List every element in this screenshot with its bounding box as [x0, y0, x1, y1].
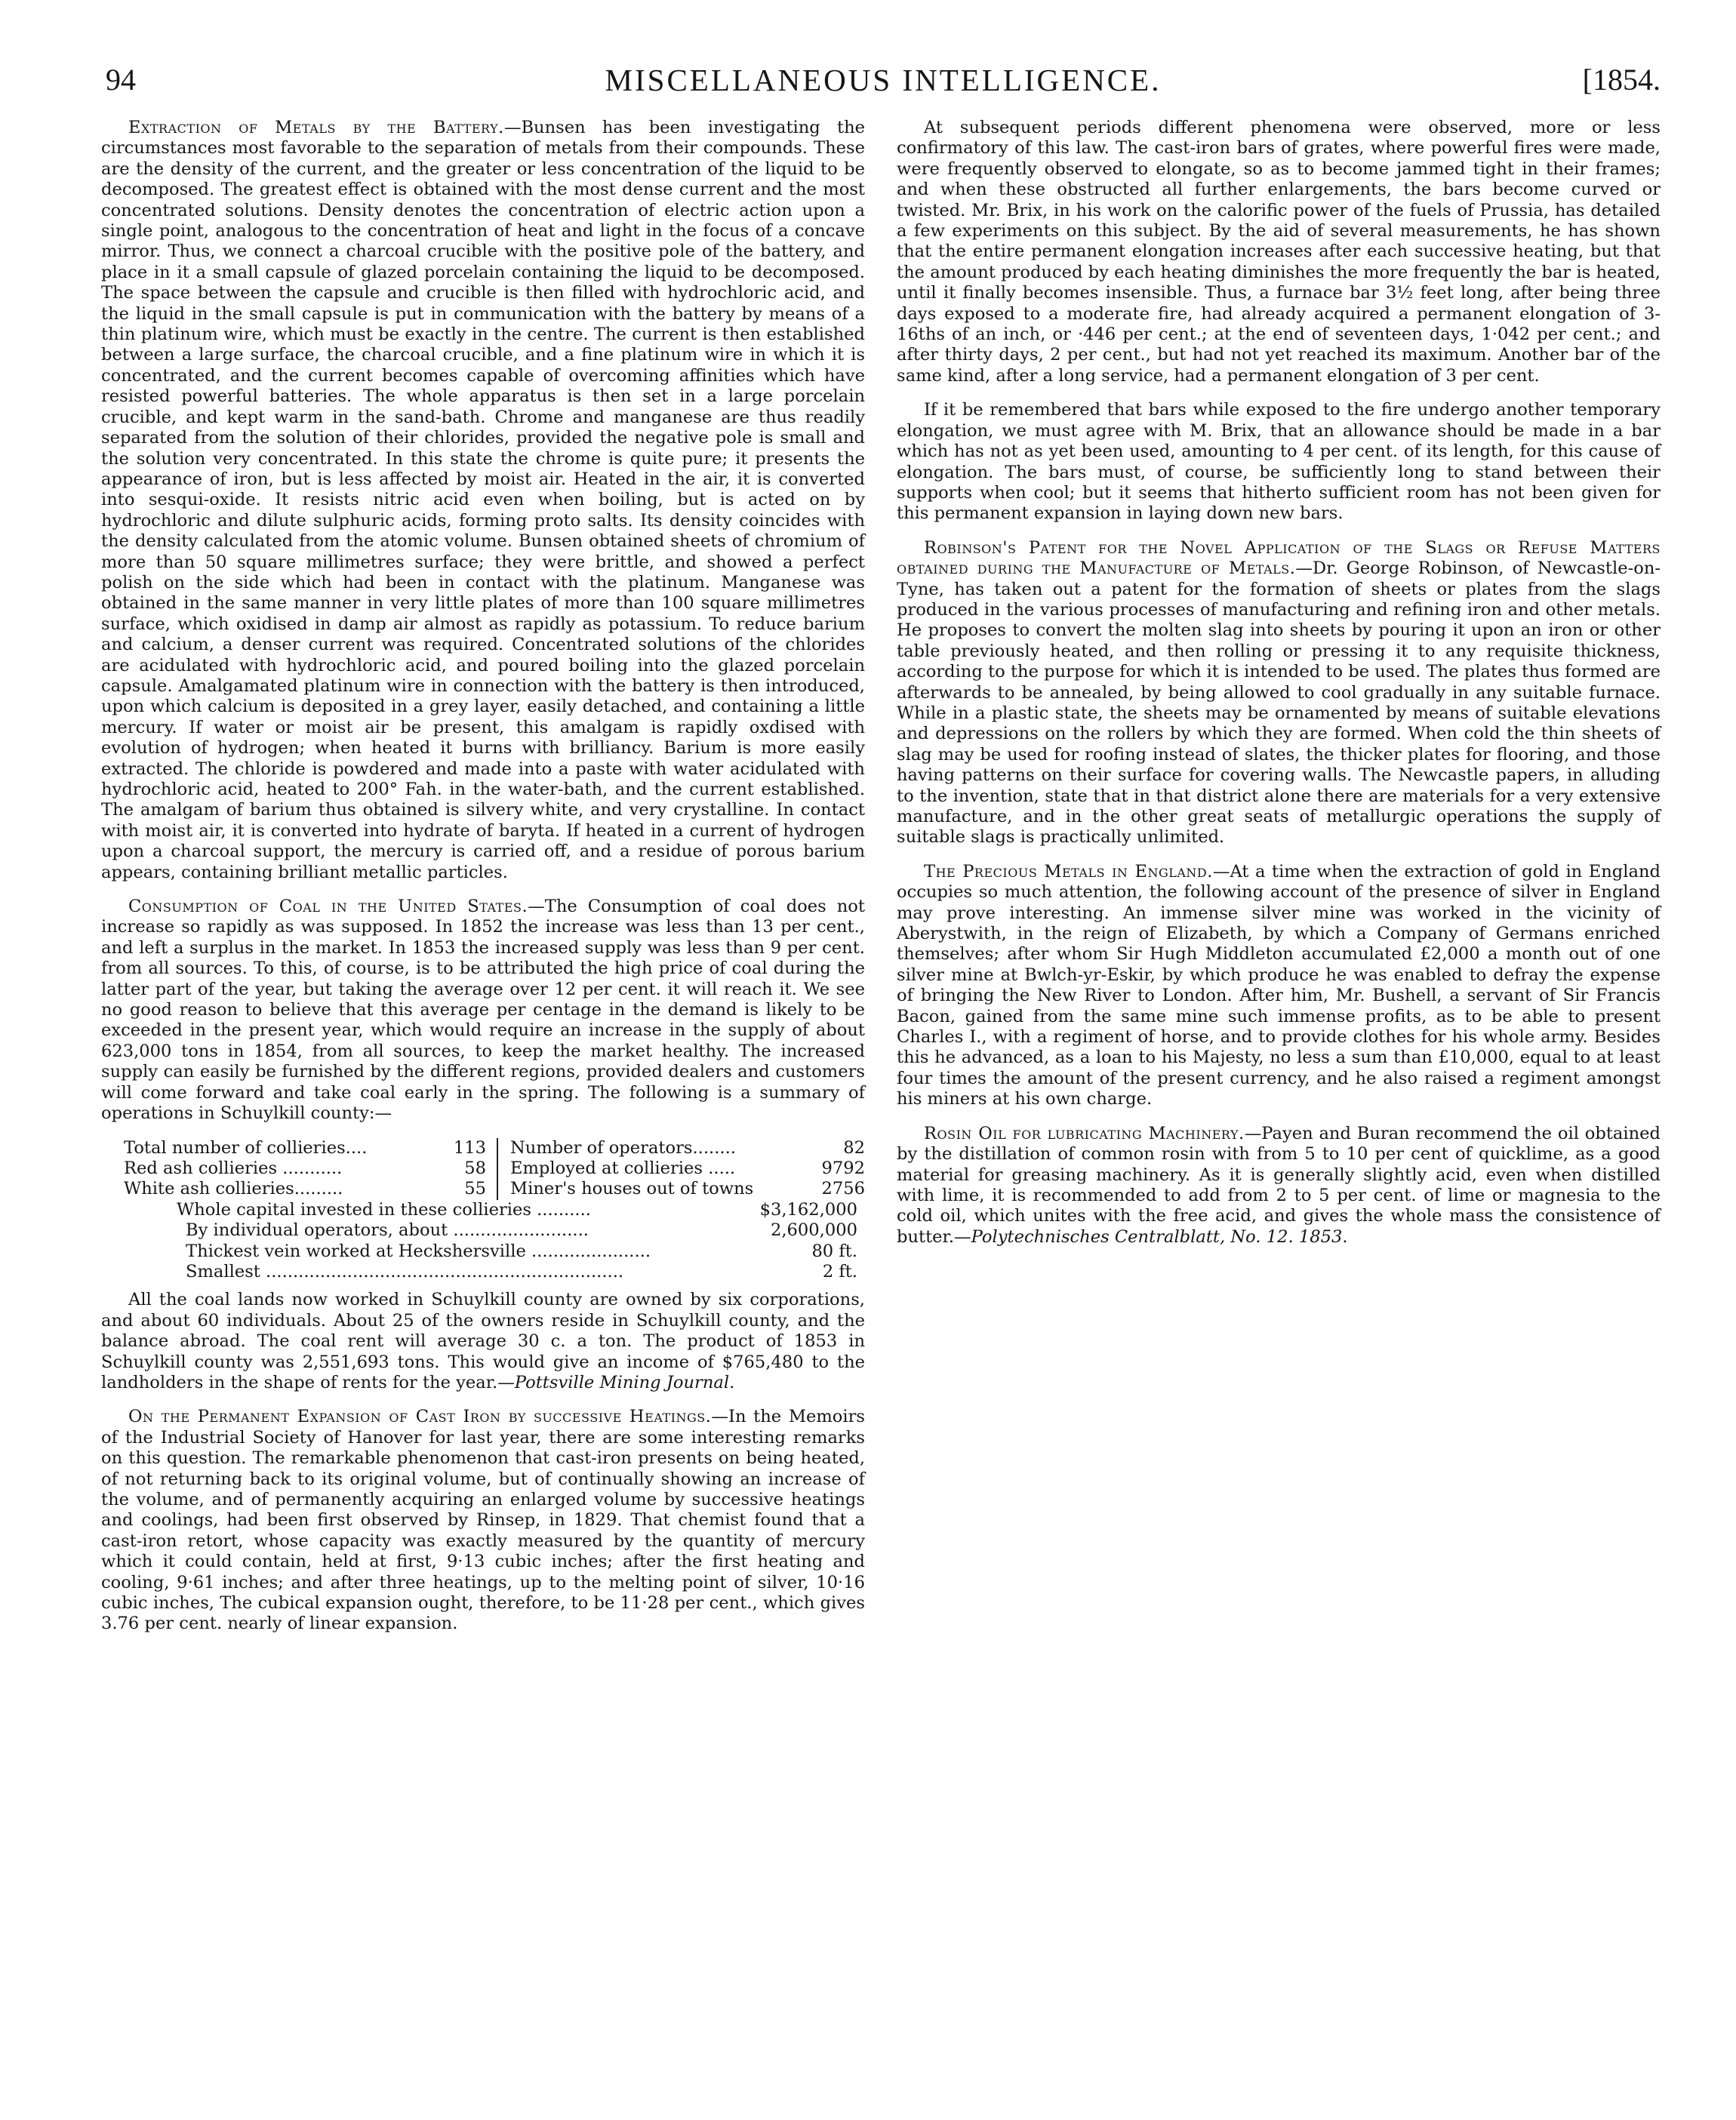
article-body: —Payen and Buran recommend the oil obtained by the distillation of common rosin with from 5 to 10 per cent of quicklime, as a good material for greasing machinery. As it is generally slightly acid, even when distilled with lime, it is recommended to add from 2 to 5 per cent. of lime or magnesia to the cold oil, which unites with the free acid, and gives the whole mass the consistence of butter.	[897, 1123, 1661, 1247]
article-body: —The Consumption of coal does not increase so rapidly as was supposed. In 1852 the increase was less than 13 per cent., and left a surplus in the market. In 1853 the increased supply was less than 9 per cent. from all sources. To this, of course, is to be attributed the high price of coal during the latter part of the year, but taking the average over 12 per cent. it will reach it. We see no good reason to believe that this average per centage in the demand is likely to be exceeded in the present year, which would require an increase in the supply of about 623,000 tons in 1854, from all sources, to keep the market healthy. The increased supply can easily be furnished by the different regions, provided dealers and customers will come forward and take coal early in the spring. The following is a summary of operations in Schuylkill county:—	[101, 897, 865, 1124]
stat-label: Thickest vein worked at Heckshersville ......................	[186, 1241, 651, 1261]
stat-value: 55	[464, 1179, 486, 1199]
article-heading: Extraction of Metals by the Battery.	[128, 118, 504, 137]
header-year: [1854.	[1582, 63, 1661, 97]
stat-value: 58	[464, 1158, 486, 1178]
stat-label: Miner's houses out of towns	[510, 1179, 754, 1199]
stats-individual	[186, 1220, 865, 1241]
article-body: —In the Memoirs of the Industrial Society of Hanover for last year, there are some interesting remarks on this question. The remarkable phenomenon that cast-iron presents on being heated, of not returning back to its original volume, but of continually showing an increase of the volume, and of permanently acquiring an enlarged volume by successive heatings and coolings, had been first observed by Rinsep, in 1829. That chemist found that a cast-iron retort, whose capacity was exactly measured by the quantity of mercury which it could contain, held at first, 9·13 cubic inches; after the first heating and cooling, 9·61 inches; and after three heatings, up to the melting point of silver, 10·16 cubic inches, The cubical expansion ought, therefore, to be 11·28 per cent., which gives 3.76 per cent. nearly of linear expansion.	[101, 1407, 866, 1634]
article-heading: Consumption of Coal in the United States.	[128, 897, 528, 917]
stats-row	[124, 1179, 865, 1199]
article-robinson-patent	[897, 538, 1661, 848]
article-cast-iron-expansion	[101, 1407, 865, 1634]
stat-label: Smallest ..................................................................	[186, 1261, 624, 1282]
article-body: —Bunsen has been investigating the circumstances most favorable to the separation of metals from their compounds. These are the density of the current, and the greater or less concentration of the liquid to be decomposed. The greatest effect is obtained with the most dense current and the most concentrated solutions. Density denotes the concentration of electric action upon a single point, analogous to the concentration of heat and light in the focus of a concave mirror. Thus, we connect a charcoal crucible with the positive pole of the battery, and place in it a small capsule of glazed porcelain containing the liquid to be decomposed. The space between the capsule and crucible is then filled with hydrochloric acid, and the liquid in the small capsule is put in communication with the battery by means of a thin platinum wire, which must be exactly in the centre. The current is then established between a large surface, the charcoal crucible, and a fine platinum wire in which it is concentrated, and the current becomes capable of overcoming affinities which have resisted powerful batteries. The whole apparatus is then set in a large porcelain crucible, and kept warm in the sand-bath. Chrome and manganese are thus readily separated from the solution of their chlorides, provided the negative pole is small and the solution very concentrated. In this state the chrome is quite pure; it presents the appearance of iron, but is less affected by moist air. Heated in the air, it is converted into sesqui-oxide. It resists nitric acid even when boiling, but is acted on by hydrochloric and dilute sulphuric acids, forming proto salts. Its density coincides with the density calculated from the atomic volume. Bunsen obtained sheets of chromium of more than 50 square millimetres surface; they were brittle, and showed a perfect polish on the side which had been in contact with the platinum. Manganese was obtained in the same manner in very little plates of more than 100 square millimetres surface, which oxidised in damp air almost as rapidly as potassium. To reduce barium and calcium, a denser current was required. Concentrated solutions of the chlorides are acidulated with hydrochloric acid, and poured boiling into the glazed porcelain capsule. Amalgamated platinum wire in connection with the battery is then introduced, upon which calcium is deposited in a grey layer, easily detached, and containing a little mercury. If water or moist air be present, this amalgam is rapidly oxdised with evolution of hydrogen; when heated it burns with brilliancy. Barium is more easily extracted. The chloride is powdered and made into a paste with water acidulated with hydrochloric acid, heated to 200° Fah. in the water-bath, and the current established. The amalgam of barium thus obtained is silvery white, and very crystalline. In contact with moist air, it is converted into hydrate of baryta. If heated in a current of hydrogen upon a charcoal support, the mercury is carried off, and a residue of porous barium appears, containing brilliant metallic particles.	[101, 118, 865, 882]
stat-value: 80 ft.	[811, 1241, 857, 1261]
stats-row	[124, 1138, 865, 1158]
article-body: —At a time when the extraction of gold in England occupies so much attention, the following account of the presence of silver in England may prove interesting. An immense silver mine was worked in the vicinity of Aberystwith, in the reign of Elizabeth, by which a Company of Germans enriched themselves; after whom Sir Hugh Middleton accumulated £2,000 a month out of one silver mine at Bwlch-yr-Eskir, by which produce he was enabled to defray the expense of bringing the New River to London. After him, Mr. Bushell, a servant of Sir Francis Bacon, gained from the same mine such immense profits, as to be able to present Charles I., with a regiment of horse, and to provide clothes for his whole army. Besides this he advanced, as a loan to his Majesty, no less a sum than £10,000, equal to at least four times the amount of the present currency, and he also raised a regiment amongst his miners at his own charge.	[897, 861, 1661, 1109]
stat-value: 113	[453, 1137, 486, 1158]
running-header	[106, 62, 1661, 107]
article-rosin-oil	[897, 1124, 1661, 1248]
article-source: —Polytechnisches Centralblatt, No. 12. 1853.	[954, 1226, 1348, 1247]
article-heading: Robinson's Patent for the Novel Application of the Slags or Refuse Matters obtained during the Manufacture of Metals.	[897, 537, 1661, 579]
article-cast-iron-para3: If it be remembered that bars while exposed to the fire undergo another temporary elongation, we must agree with M. Brix, that an allowance should be made in a bar which has not as yet been used, amounting to 4 per cent. of its length, for this cause of elongation. The bars must, of course, be sufficiently long to stand between their supports when cool; but it seems that hitherto sufficient room has not been given for this permanent expansion in laying down new bars.	[897, 400, 1661, 524]
stat-value: $3,162,000	[759, 1199, 857, 1220]
stat-value: 2756	[821, 1179, 865, 1199]
stat-label: Whole capital invested in these collieries ..........	[177, 1199, 591, 1220]
stat-label: Red ash collieries ...........	[124, 1158, 343, 1178]
article-cast-iron-para2: At subsequent periods different phenomena were observed, more or less confirmatory of this law. The cast-iron bars of grates, where powerful fires were made, were frequently observed to elongate, so as to become jammed tight in their frames; and when these obstructed all further enlargements, the bars become curved or twisted. Mr. Brix, in his work on the calorific power of the fuels of Prussia, has detailed a few experiments on this subject. By the aid of several measurements, he has shown that the entire permanent elongation increases after each successive heating, but that the amount produced by each heating diminishes the more frequently the bar is heated, until it finally becomes insensible. Thus, a furnace bar 3½ feet long, after being three days exposed to a moderate fire, had already acquired a permanent elongation of 3-16ths of an inch, or ·446 per cent.; at the end of seventeen days, 1·042 per cent.; and after thirty days, 2 per cent., but had not yet reached its maximum. Another bar of the same kind, after a long service, had a permanent elongation of 3 per cent.	[897, 118, 1661, 386]
article-heading: The Precious Metals in England.	[924, 861, 1213, 882]
article-body: All the coal lands now worked in Schuylkill county are owned by six corporations, and about 60 individuals. About 25 of the owners reside in Schuylkill county, and the balance abroad. The coal rent will average 30 c. a ton. The product of 1853 in Schuylkill county was 2,551,693 tons. This would give an income of $765,480 to the landholders in the shape of rents for the year.	[101, 1290, 865, 1392]
article-heading: Rosin Oil for lubricating Machinery.	[924, 1123, 1245, 1143]
running-title: MISCELLANEOUS INTELLIGENCE.	[605, 63, 1162, 97]
article-coal-continued	[101, 1290, 865, 1393]
stat-label: Employed at collieries .....	[510, 1158, 736, 1178]
stat-value: 82	[843, 1137, 865, 1158]
left-column	[101, 118, 865, 1648]
stats-smallest	[186, 1262, 865, 1282]
article-precious-metals	[897, 862, 1661, 1110]
coal-statistics-table	[124, 1138, 865, 1283]
stat-label: Total number of collieries....	[124, 1137, 368, 1158]
stat-value: 2 ft.	[822, 1261, 857, 1282]
stat-label: By individual operators, about .........................	[186, 1220, 589, 1241]
stat-label: White ash collieries.........	[124, 1179, 343, 1199]
stat-value: 2,600,000	[771, 1220, 857, 1241]
stat-value: 9792	[821, 1158, 865, 1178]
stats-row	[124, 1158, 865, 1179]
page-number: 94	[106, 63, 136, 97]
article-heading: On the Permanent Expansion of Cast Iron by successive Heatings.	[128, 1407, 712, 1427]
article-body: —Dr. George Robinson, of Newcastle-on-Tyne, has taken out a patent for the formation of sheets or plates from the slags produced in the various processes of manufacturing and refining iron and other metals. He proposes to convert the molten slag into sheets by pouring it upon an iron or other table previously heated, and then rolling or pressing it to any requisite thickness, according to the purpose for which it is intended to be used. The plates thus formed are afterwards to be annealed, by being allowed to cool gradually in any suitable furnace. While in a plastic state, the sheets may be ornamented by means of suitable elevations and depressions on the rollers by which they are formed. When cold the thin sheets of slag may be used for roofing instead of slates, the thicker plates for flooring, and those having patterns on their surface for covering walls. The Newcastle papers, in alluding to the invention, state that in that district alone there are materials for a very extensive manufacture, and in the other great seats of metallurgic operations the supply of suitable slags is practically unlimited.	[897, 558, 1661, 848]
stats-capital	[177, 1200, 865, 1220]
right-column	[897, 118, 1661, 1261]
article-source: —Pottsville Mining Journal.	[497, 1372, 735, 1392]
article-extraction-of-metals	[101, 118, 865, 883]
article-coal-consumption	[101, 897, 865, 1124]
stat-label: Number of operators........	[510, 1137, 736, 1158]
stats-thickest	[186, 1242, 865, 1262]
